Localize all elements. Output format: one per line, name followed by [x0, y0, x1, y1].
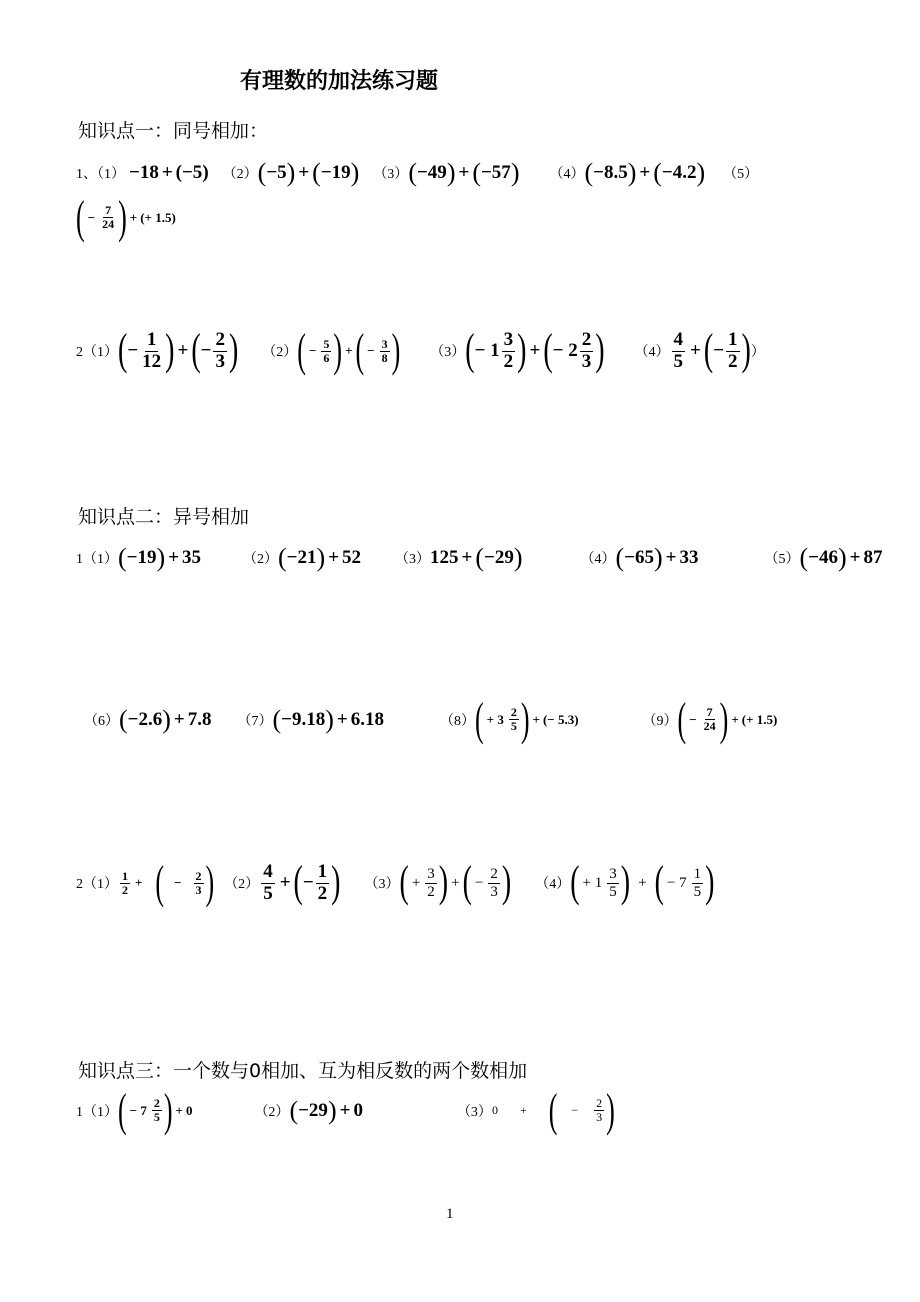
expr-3-4: ( −65 ) + 33 — [615, 543, 699, 572]
expr-1-3: ( −49 ) + ( −57 ) — [408, 158, 520, 187]
expr-3-1: ( −19 ) + 35 — [118, 543, 201, 572]
label-4-1: （6） — [84, 713, 119, 729]
section-heading-1: 知识点一：同号相加： — [78, 120, 269, 142]
label-6-1: 1（1） — [76, 1104, 118, 1120]
expr-4-2: ( −9.18 ) + 6.18 — [272, 704, 384, 734]
expr-3-3: 125 + ( −29 ) — [430, 543, 523, 572]
section-heading-3: 知识点三：一个数与0相加、互为相反数的两个数相加 — [78, 1060, 528, 1082]
label-1-1: 1、（1） — [76, 167, 125, 182]
expr-1-4: ( −8.5 ) + ( −4.2 ) — [584, 158, 706, 187]
exercise-row-3 — [76, 545, 883, 571]
label-5-3: （3） — [364, 877, 400, 893]
label-2-1: 2（1） — [76, 345, 118, 361]
expr-3-2: ( −21 ) + 52 — [278, 543, 361, 572]
label-6-3: （3） — [456, 1104, 492, 1120]
exercise-row-4 — [84, 692, 778, 745]
label-3-3: （3） — [395, 552, 430, 567]
section-heading-2: 知识点二：异号相加 — [78, 506, 250, 528]
exercise-row-6 — [76, 1083, 615, 1136]
expr-3-5: ( −46 ) + 87 — [799, 543, 883, 572]
label-4-4: （9） — [642, 713, 678, 729]
label-3-1: 1（1） — [76, 552, 118, 567]
expr-5-3: ( + $\frac{3}{2}$ ) + ( − $\frac{2}{3}$ ) — [399, 857, 512, 908]
expr-1-5: ( − $\frac{7}{24}$ ) + ( + 1.5 ) — [76, 190, 176, 243]
exercise-row-1 — [76, 160, 758, 186]
label-1-3: （3） — [373, 167, 409, 182]
expr-6-3: 0 + ( − $\frac{2}{3}$ ) — [491, 1083, 615, 1136]
label-1-4: （4） — [549, 167, 585, 182]
label-5-2: （2） — [224, 877, 260, 893]
label-1-5: （5） — [723, 167, 759, 182]
expr-2-2: ( − $\frac{5}{6}$ ) + ( − $\frac{3}{8}$ ) — [297, 324, 401, 377]
label-1-2: （2） — [222, 167, 258, 182]
exercise-row-5 — [76, 856, 715, 909]
label-3-5: （5） — [764, 552, 800, 567]
expr-2-1: ( − $\frac{1}{12}$ ) + ( − $\frac{2}{3}$ ) — [118, 325, 239, 376]
expr-5-4: ( + 1 $\frac{3}{5}$ ) + ( − 7 $\frac{1}{5}$ ) — [570, 857, 715, 908]
expr-4-3: ( + 3 $\frac{2}{5}$ ) + ( − 5.3 ) — [475, 692, 579, 745]
page-number: 1 — [446, 1206, 454, 1222]
label-3-4: （4） — [580, 552, 616, 567]
expr-6-2: ( −29 ) + 0 — [289, 1095, 363, 1125]
page-title: 有理数的加法练习题 — [240, 69, 439, 94]
exercise-row-2 — [76, 324, 765, 377]
label-3-2: （2） — [243, 552, 278, 567]
expr-1-1: −18 + ( −5 ) — [129, 162, 209, 183]
expr-4-1: ( −2.6 ) + 7.8 — [119, 704, 212, 734]
label-2-3: （3） — [430, 345, 466, 361]
expr-6-1: ( − 7 $\frac{2}{5}$ ) + 0 — [118, 1083, 193, 1136]
expr-4-4: ( − $\frac{7}{24}$ ) + ( + 1.5 ) — [677, 692, 778, 745]
label-2-2: （2） — [262, 345, 298, 361]
expr-5-2: $\frac{4}{5}$ + ( − $\frac{1}{2}$ ) — [263, 857, 341, 908]
expr-2-3: ( − 1 $\frac{3}{2}$ ) + ( − 2 $\frac{2}{3}$ ) — [465, 325, 605, 376]
label-6-2: （2） — [254, 1104, 290, 1120]
label-5-4: （4） — [535, 877, 571, 893]
label-5-1: 2（1） — [76, 877, 118, 893]
expr-5-1: $\frac{1}{2}$ + ( − $\frac{2}{3}$ ) — [122, 856, 215, 909]
stray-paren: ） — [750, 345, 765, 361]
expr-1-2: ( −5 ) + ( −19 ) — [257, 158, 360, 187]
label-2-4: （4） — [634, 345, 670, 361]
expr-2-4: $\frac{4}{5}$ + ( − $\frac{1}{2}$ ) — [673, 325, 751, 376]
label-4-2: （7） — [237, 713, 273, 729]
label-4-3: （8） — [440, 713, 475, 729]
exercise-row-1-cont — [76, 190, 176, 243]
